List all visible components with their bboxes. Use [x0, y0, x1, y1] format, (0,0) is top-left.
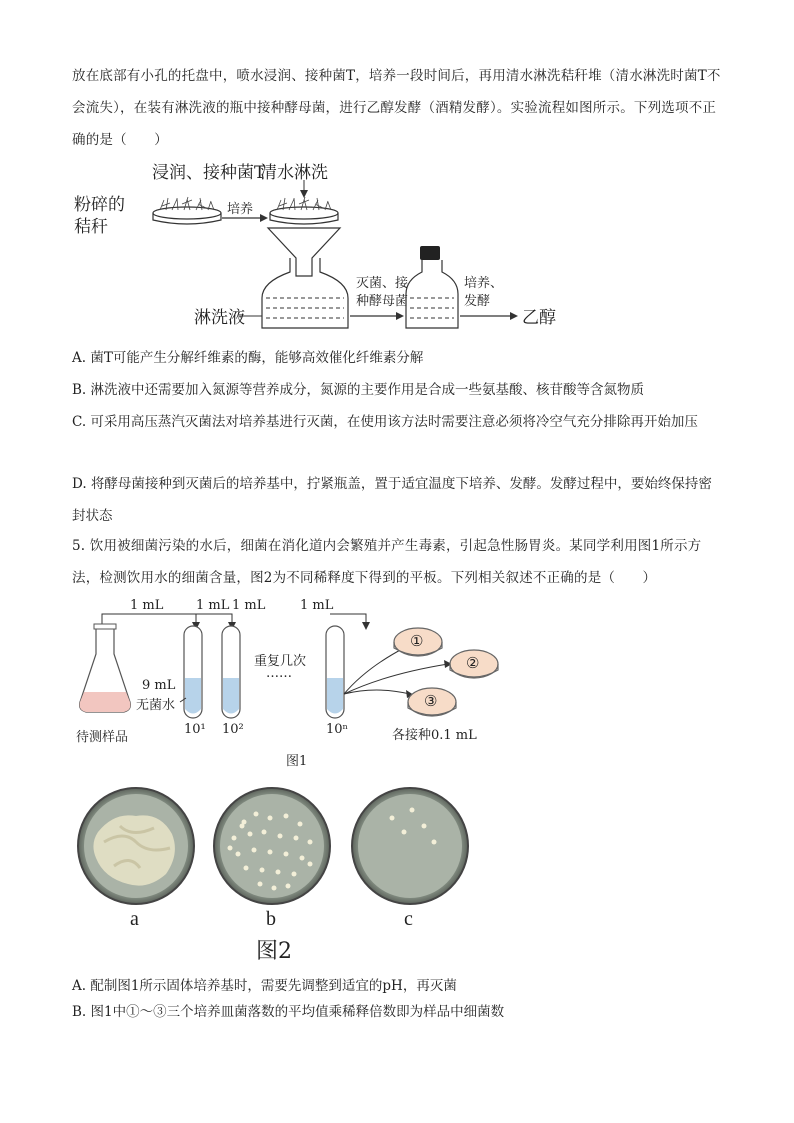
- diagram-step2-label: 清水淋洗: [260, 163, 328, 183]
- q4-process-diagram: [72, 158, 572, 330]
- diagram-arrow2-label-1: 灭菌、接: [356, 276, 409, 291]
- bottle-2-liquid: [410, 298, 454, 318]
- tube-1-label: 10¹: [184, 722, 206, 737]
- tube-2-label: 10²: [222, 722, 244, 737]
- dish-b: [214, 788, 330, 904]
- figure-2-caption: 图2: [256, 939, 292, 964]
- q5-option-a: A. 配制图1所示固体培养基时，需要先调整到适宜的pH，再灭菌: [72, 978, 457, 994]
- diagram-product-label: 乙醇: [522, 308, 556, 328]
- q4-diagram-drawing: [72, 158, 572, 330]
- dish-c-label: c: [404, 908, 413, 930]
- transfer-label-3: 1 mL: [232, 598, 266, 613]
- dish-a-label: a: [130, 908, 139, 930]
- repeat-label: 重复几次: [254, 654, 307, 669]
- diagram-step1-label: 浸润、接种菌T: [152, 163, 266, 183]
- transfer-label-4: 1 mL: [300, 598, 334, 613]
- diagram-arrow3-label-1: 培养、: [464, 276, 504, 291]
- water-label-2: 无菌水: [136, 698, 176, 713]
- tray-1: [153, 207, 221, 219]
- q5-figure-1: [76, 598, 516, 773]
- sample-liquid: [80, 692, 131, 712]
- transfer-label-2: 1 mL: [196, 598, 230, 613]
- dish-c: [352, 788, 468, 904]
- diagram-arrow1-label: 培养: [227, 202, 254, 217]
- bottle-cap: [420, 246, 440, 260]
- q4-option-d: D. 将酵母菌接种到灭菌后的培养基中，拧紧瓶盖，置于适宜温度下培养、发酵。发酵过程中，要始终保持密封状态: [72, 476, 712, 524]
- repeat-dots: ……: [266, 666, 292, 681]
- plate-2-label: ②: [466, 654, 480, 672]
- plate-1-label: ①: [410, 632, 424, 650]
- diagram-liquid-label: 淋洗液: [194, 308, 245, 328]
- flask-1-liquid: [266, 298, 344, 318]
- q4-stem: 放在底部有小孔的托盘中，喷水浸润、接种菌T，培养一段时间后，再用清水淋洗秸秆堆（清水淋洗时菌T不会流失），在装有淋洗液的瓶中接种酵母菌，进行乙醇发酵（酒精发酵）。实验流程如图所示。下列选项不正确的是（ ）: [72, 68, 721, 148]
- q4-option-c: C. 可采用高压蒸汽灭菌法对培养基进行灭菌，在使用该方法时需要注意必须将冷空气充分排除再开始加压: [72, 414, 698, 430]
- q5-figure-2: [74, 782, 474, 967]
- funnel: [268, 228, 340, 276]
- water-label-1: 9 mL: [142, 678, 176, 693]
- q5-option-b: B. 图1中①～③三个培养皿菌落数的平均值乘稀释倍数即为样品中细菌数: [72, 1004, 505, 1020]
- q5-stem: 5. 饮用被细菌污染的水后，细菌在消化道内会繁殖并产生毒素，引起急性肠胃炎。某同学利用图1所示方法，检测饮用水的细菌含量，图2为不同稀释度下得到的平板。下列相关叙述不正确的是（ ）: [72, 538, 702, 586]
- tray-2: [270, 207, 338, 219]
- inoculate-label: 各接种0.1 mL: [392, 728, 477, 743]
- diagram-arrow3-label-2: 发酵: [464, 294, 491, 309]
- transfer-label-1: 1 mL: [130, 598, 164, 613]
- dish-b-label: b: [266, 908, 276, 930]
- dish-a: [78, 788, 194, 904]
- sample-label: 待测样品: [76, 730, 129, 745]
- plate-3-label: ③: [424, 692, 438, 710]
- q4-option-a: A. 菌T可能产生分解纤维素的酶，能够高效催化纤维素分解: [72, 350, 424, 366]
- diagram-input-label-1: 粉碎的: [74, 195, 125, 215]
- diagram-input-label-2: 秸秆: [74, 217, 108, 237]
- diagram-arrow2-label-2: 种酵母菌: [356, 294, 409, 309]
- q4-option-b: B. 淋洗液中还需要加入氮源等营养成分，氮源的主要作用是合成一些氨基酸、核苷酸等含氮物质: [72, 382, 645, 398]
- tube-n-label: 10ⁿ: [326, 722, 349, 737]
- figure-2-drawing: [74, 782, 474, 912]
- figure-1-caption: 图1: [286, 754, 308, 769]
